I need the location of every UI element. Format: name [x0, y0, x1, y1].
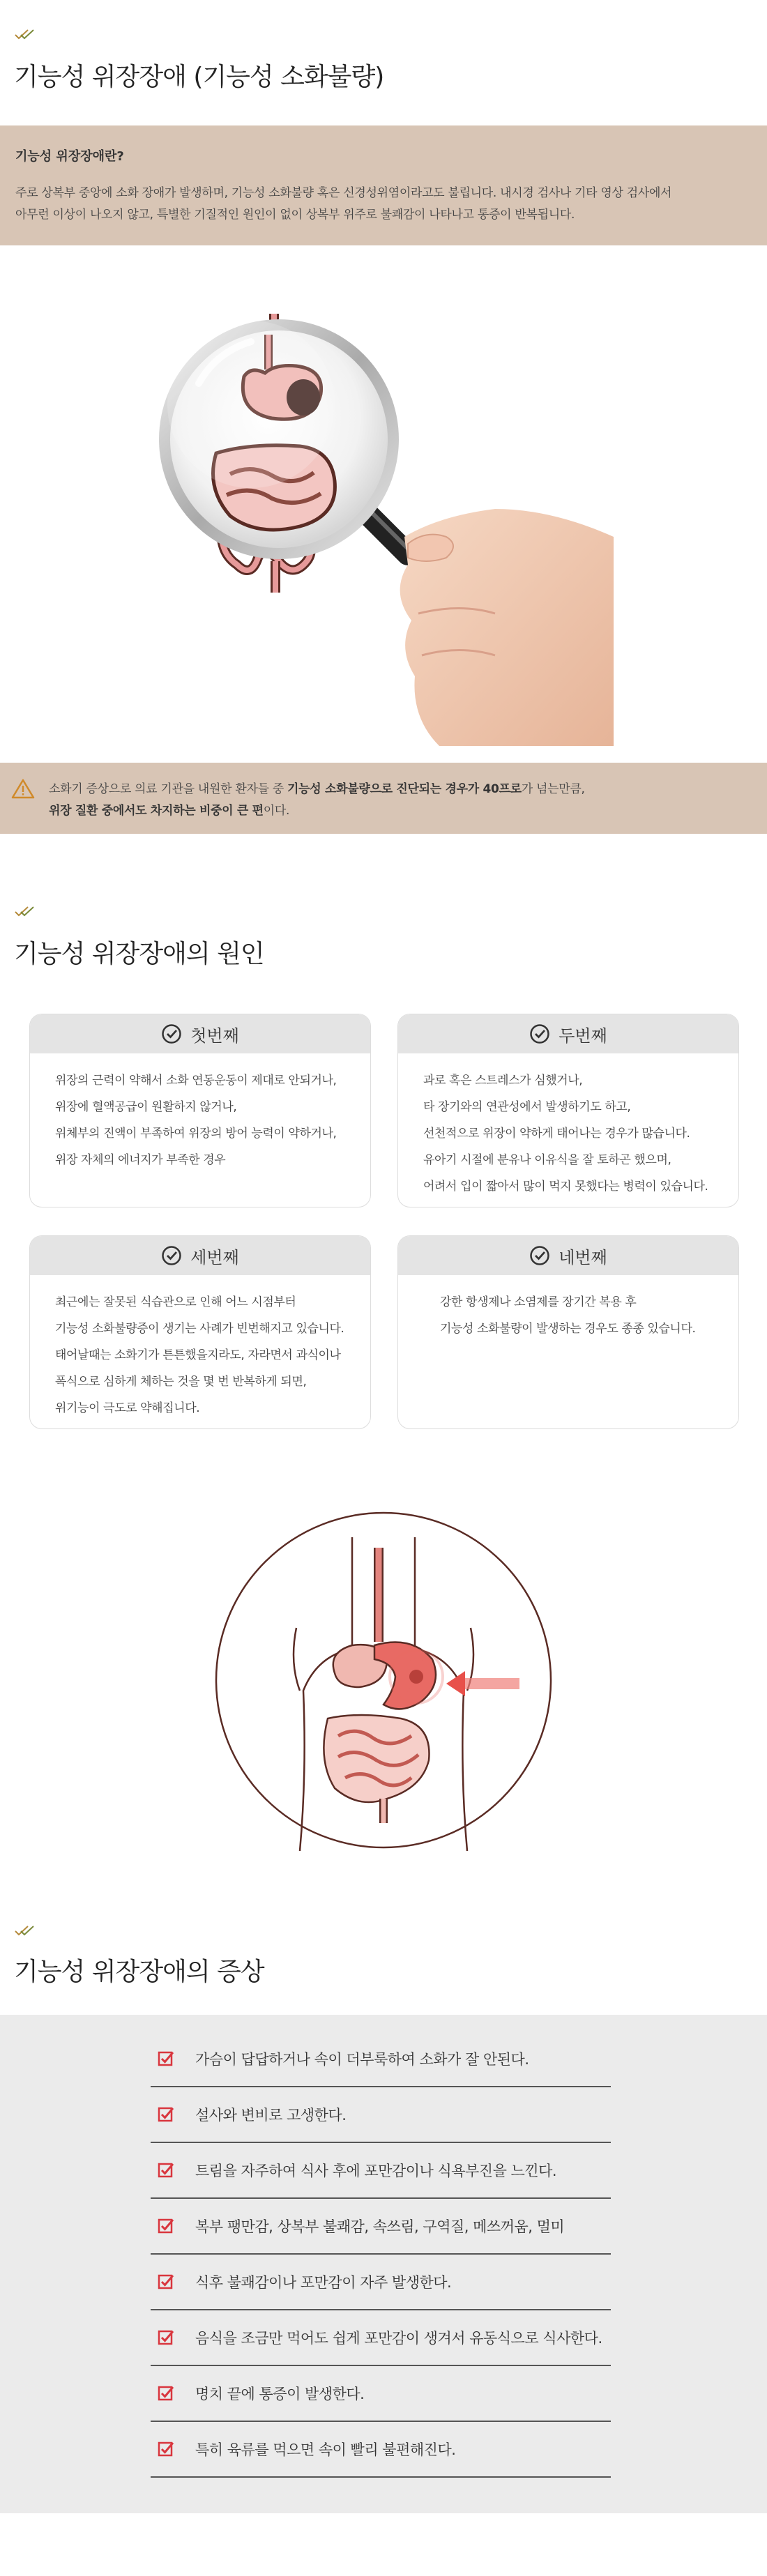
red-check-icon	[158, 2273, 174, 2290]
cause-card-label: 세번째	[190, 1247, 239, 1267]
cause-card-line: 기능성 소화불량이 발생하는 경우도 종종 있습니다.	[440, 1322, 696, 1336]
symptom-item	[151, 2087, 611, 2143]
symptom-item	[151, 2422, 611, 2478]
cause-card-line: 태어날때는 소화기가 튼튼했을지라도, 자라면서 과식이나	[55, 1348, 341, 1362]
cause-card-line: 유아기 시절에 분유나 이유식을 잘 토하곤 했으며,	[423, 1153, 671, 1167]
notice-text-part: 이다.	[263, 804, 290, 818]
symptom-text: 음식을 조금만 먹어도 쉽게 포만감이 생겨서 유동식으로 식사한다.	[195, 2330, 602, 2347]
section-mark-icon	[14, 1924, 39, 1937]
red-check-icon	[158, 2329, 174, 2346]
warning-icon	[11, 778, 35, 799]
symptom-text: 식후 불쾌감이나 포만감이 자주 발생한다.	[195, 2274, 452, 2291]
causes-title: 기능성 위장장애의 원인	[14, 940, 264, 968]
cause-card-label: 두번째	[559, 1026, 607, 1046]
cause-card-line: 어려서 입이 짧아서 많이 먹지 못했다는 병력이 있습니다.	[423, 1180, 708, 1194]
cause-card-line: 위장의 근력이 약해서 소화 연동운동이 제대로 안되거나,	[55, 1074, 337, 1088]
cause-card-line: 위기능이 극도로 약해집니다.	[55, 1401, 200, 1415]
symptom-item	[151, 2032, 611, 2087]
red-check-icon	[158, 2106, 174, 2123]
cause-card-header	[30, 1236, 370, 1275]
symptom-item	[151, 2255, 611, 2310]
red-check-icon	[158, 2162, 174, 2179]
notice-text-part: 소화기 증상으로 의료 기관을 내원한 환자들 중	[49, 782, 288, 796]
section-mark-icon	[14, 28, 39, 40]
magnifier-stomach-illustration	[132, 286, 621, 746]
red-check-icon	[158, 2050, 174, 2067]
red-check-icon	[158, 2218, 174, 2234]
symptom-text: 명치 끝에 통증이 발생한다.	[195, 2386, 365, 2402]
cause-card-header	[398, 1014, 738, 1053]
cause-card-line: 위체부의 진액이 부족하여 위장의 방어 능력이 약하거나,	[55, 1127, 337, 1141]
definition-box	[0, 125, 767, 245]
cause-card-line: 과로 혹은 스트레스가 심했거나,	[423, 1074, 583, 1088]
cause-card-fourth	[397, 1235, 739, 1429]
definition-heading: 기능성 위장장애란?	[15, 149, 124, 164]
cause-card-header	[398, 1236, 738, 1275]
symptom-text: 설사와 변비로 고생한다.	[195, 2107, 347, 2124]
symptom-text: 가슴이 답답하거나 속이 더부룩하여 소화가 잘 안된다.	[195, 2051, 529, 2068]
symptoms-list	[151, 2032, 611, 2478]
notice-box	[0, 763, 767, 834]
cause-card-line: 선천적으로 위장이 약하게 태어나는 경우가 많습니다.	[423, 1127, 690, 1141]
cause-card-line: 기능성 소화불량증이 생기는 사례가 빈번해지고 있습니다.	[55, 1322, 344, 1336]
page-title: 기능성 위장장애 (기능성 소화불량)	[14, 63, 384, 91]
symptoms-panel	[0, 2015, 767, 2513]
cause-card-line: 강한 항생제나 소염제를 장기간 복용 후	[440, 1295, 637, 1309]
torso-stomach-illustration	[213, 1509, 554, 1851]
cause-card-line: 최근에는 잘못된 식습관으로 인해 어느 시점부터	[55, 1295, 296, 1309]
definition-text-line1: 주로 상복부 중앙에 소화 장애가 발생하며, 기능성 소화불량 혹은 신경성위염이라고도 불립니다. 내시경 검사나 기타 영상 검사에서	[15, 186, 672, 200]
cause-card-line: 위장에 혈액공급이 원활하지 않거나,	[55, 1100, 237, 1114]
definition-text-line2: 아무런 이상이 나오지 않고, 특별한 기질적인 원인이 없이 상복부 위주로 불쾌감이 나타나고 통증이 반복됩니다.	[15, 208, 575, 222]
symptom-item	[151, 2366, 611, 2422]
cause-card-label: 네번째	[559, 1247, 607, 1267]
cause-card-line: 타 장기와의 연관성에서 발생하기도 하고,	[423, 1100, 631, 1114]
red-check-icon	[158, 2441, 174, 2457]
symptom-text: 트림을 자주하여 식사 후에 포만감이나 식욕부진을 느낀다.	[195, 2163, 557, 2179]
notice-emphasis: 위장 질환 중에서도 차지하는 비중이 큰 편	[49, 804, 264, 818]
cause-card-label: 첫번째	[190, 1026, 239, 1046]
cause-card-header	[30, 1014, 370, 1053]
symptoms-title: 기능성 위장장애의 증상	[14, 1958, 264, 1986]
notice-text-line2	[49, 800, 767, 822]
notice-emphasis: 기능성 소화불량으로 진단되는 경우가 40프로	[287, 782, 522, 796]
cause-card-second	[397, 1014, 739, 1207]
cause-card-line: 폭식으로 심하게 체하는 것을 몇 번 반복하게 되면,	[55, 1375, 307, 1389]
check-circle-icon	[161, 1245, 182, 1266]
check-circle-icon	[529, 1245, 550, 1266]
symptom-item	[151, 2143, 611, 2199]
symptom-text: 특히 육류를 먹으면 속이 빨리 불편해진다.	[195, 2441, 456, 2458]
symptom-item	[151, 2199, 611, 2255]
cause-card-third	[29, 1235, 371, 1429]
section-mark-icon	[14, 905, 39, 917]
notice-text-line1	[49, 779, 767, 800]
symptom-text: 복부 팽만감, 상복부 불쾌감, 속쓰림, 구역질, 메쓰꺼움, 멀미	[195, 2218, 565, 2235]
symptom-item	[151, 2310, 611, 2366]
notice-text-part: 가 넘는만큼,	[521, 782, 585, 796]
check-circle-icon	[161, 1023, 182, 1044]
red-check-icon	[158, 2385, 174, 2402]
cause-card-line: 위장 자체의 에너지가 부족한 경우	[55, 1153, 226, 1167]
cause-card-first	[29, 1014, 371, 1207]
check-circle-icon	[529, 1023, 550, 1044]
